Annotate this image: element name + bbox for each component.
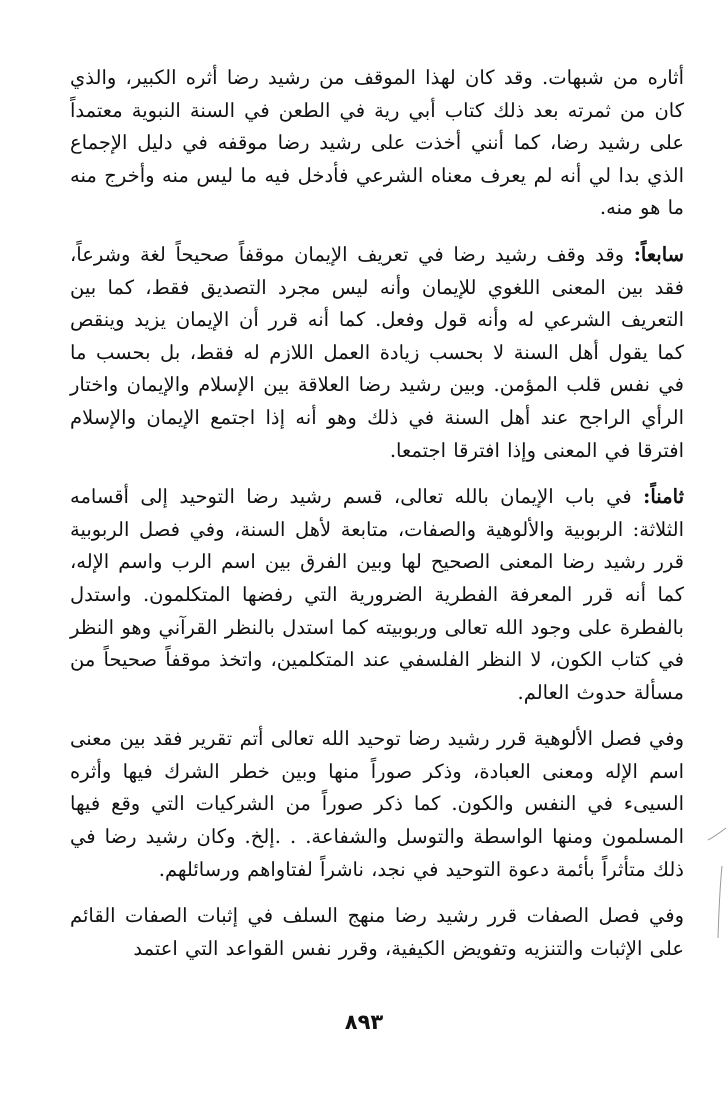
paragraph-seventh <box>70 239 684 467</box>
page-number: ٨٩٣ <box>344 1010 384 1034</box>
paragraph-eighth-text: في باب الإيمان بالله تعالى، قسم رشيد رضا التوحيد إلى أقسامه الثلاثة: الربوبية والألوهية والصفات، متابعة لأهل السنة، وفي فصل الربوبية قرر رشيد رضا المعنى الصحيح لها وبين الفرق بين اسم الرب واسم الإله، كما أنه قرر المعرفة الفطرية الضرورية التي رفضها المتكلمون. واستدل بالفطرة على وجود الله تعالى وربوبيته كما استدل بالنظر القرآني وهو النظر في كتاب الكون، لا النظر الفلسفي عند المتكلمين، واتخذ موقفاً صحيحاً من مسألة حدوث العالم. <box>70 485 684 704</box>
paragraph-sifat-text: وفي فصل الصفات قرر رشيد رضا منهج السلف في إثبات الصفات القائم على الإثبات والتنزيه وتفويض الكيفية، وقرر نفس القواعد التي اعتمد <box>70 904 684 960</box>
paragraph-1 <box>70 62 684 225</box>
paragraph-uluhiyya-text: وفي فصل الألوهية قرر رشيد رضا توحيد الله تعالى أتم تقرير فقد بين معنى اسم الإله ومعنى العبادة، وذكر صوراً منها وبين خطر الشرك فيها وأثره السيىء في النفس والكون. كما ذكر صوراً من الشركيات التي وقع فيها المسلمون ومنها الواسطة والتوسل والشفاعة. . .إلخ. وكان رشيد رضا في ذلك متأثراً بأئمة دعوة التوحيد في نجد، ناشراً لفتاواهم ورسائلهم. <box>70 727 684 881</box>
paragraph-sifat <box>70 900 684 965</box>
paragraph-1-text: أثاره من شبهات. وقد كان لهذا الموقف من رشيد رضا أثره الكبير، والذي كان من ثمرته بعد ذلك كتاب أبي رية في الطعن في السنة النبوية معتمداً على رشيد رضا، كما أنني أخذت على رشيد رضا موقفه في دليل الإجماع الذي بدا لي أنه لم يعرف معناه الشرعي فأدخل فيه ما ليس منه وأخرج منه ما هو منه. <box>70 66 684 220</box>
paragraph-seventh-lead: سابعاً: <box>633 242 684 266</box>
paragraph-seventh-text: وقد وقف رشيد رضا في تعريف الإيمان موقفاً صحيحاً لغة وشرعاً، فقد بين المعنى اللغوي للإيمان وأنه ليس مجرد التصديق فقط، كما بين التعريف الشرعي له وأنه قول وفعل. كما أنه قرر أن الإيمان يزيد وينقص كما يقول أهل السنة لا بحسب زيادة العمل اللازم له فقط، بل بحسب ما في نفس قلب المؤمن. وبين رشيد رضا العلاقة بين الإسلام والإيمان واختار الرأي الراجح عند أهل السنة في ذلك وهو أنه إذا اجتمع الإيمان والإسلام افترقا في المعنى وإذا افترقا اجتمعا. <box>70 242 684 462</box>
paragraph-uluhiyya <box>70 723 684 886</box>
paragraph-eighth-lead: ثامناً: <box>643 485 684 509</box>
paragraph-eighth <box>70 481 684 709</box>
page-edge-mark <box>698 826 728 946</box>
page-body <box>70 62 684 979</box>
